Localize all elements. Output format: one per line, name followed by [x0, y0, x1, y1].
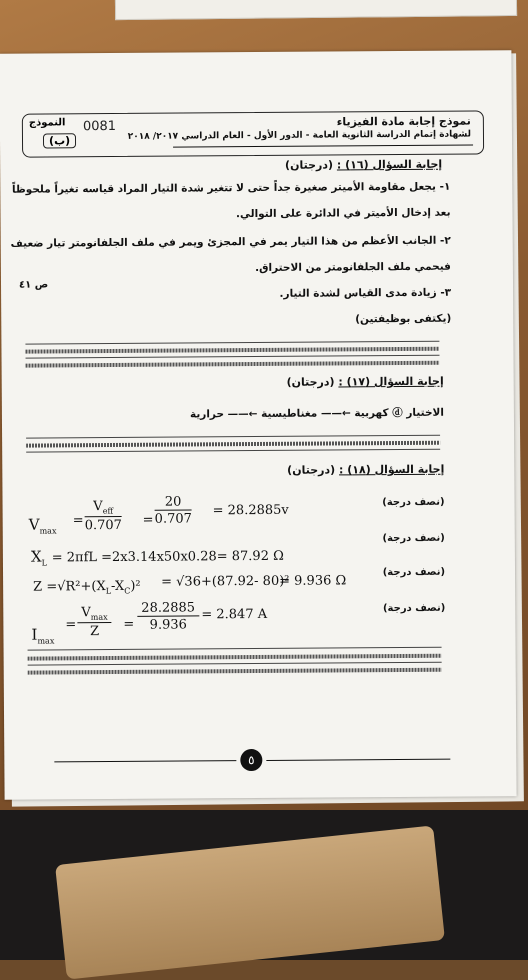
- eq3-substitution: = √36+(87.92- 80)²: [161, 573, 290, 590]
- q16-line-1: ١- يجعل مقاومة الأميتر صغيرة جداً حتى لا تتغير شدة التيار المراد قياسه تغيراً ملحوظاً: [11, 180, 451, 196]
- header-code: 0081: [82, 118, 117, 135]
- eq4-fraction-1: $V_{max}$ Z: [77, 605, 111, 639]
- separator-hatch: [26, 361, 440, 368]
- separator: [26, 355, 440, 359]
- footer-line-right: [266, 759, 450, 761]
- q16-line-4: فيحمي ملف الجلفانومتر من الاحتراق.: [255, 260, 451, 275]
- q16-heading: [285, 158, 442, 172]
- header-subtitle: لشهادة إتمام الدراسة الثانوية العامة - الدور الأول - العام الدراسي ٢٠١٧/ ٢٠١٨: [127, 129, 472, 142]
- header-title: نموذج إجابة مادة الفيزياء: [336, 114, 471, 129]
- model-label: النموذج: [28, 117, 66, 129]
- q16-line-6: (يكتفى بوظيفتين): [355, 312, 452, 326]
- answer-sheet: نموذج إجابة مادة الفيزياء لشهادة إتمام الدراسة الثانوية العامة - الدور الأول - العام الدراسي ٢٠١٧/ ٢٠١٨ 0081 النموذج (ب) إجابة السؤال (١٦) : (درجتان) ١- يجعل مقاومة الأميتر صغيرة جداً حتى لا تتغير شدة التيار المراد قياسه تغيراً ملحوظاً بعد إدخال الأميتر في الدائرة على التوالي. ٢- الجانب الأعظم من هذا التيار يمر في المجزئ ويمر في ملف الجلفانومتر تيار ضعيف فيحمي ملف الجلفانومتر من الاحتراق. ص ٤١ ٣- زيادة مدى القياس لشدة التيار. (يكتفى بوظيفتين) إجابة السؤال (١٧) : (درجتان) الاختيار ⓓ كهربية ←—— مغناطيسية ←—— حرارية إجابة السؤال (١٨) : (درجتان) $V_{max}$ = $V_{eff}$ 0.707 = $\frac{20}{0.707}$ = 28.2885v (نصف درجة) $X_L = 2\pi fL =2x3.14x50x0.28= 87.92$ Ω (نصف درجة) $Z =√R^2+(X_L-X_C)^2$ = √36+(87.92- 80)² = 9.936 Ω (نصف درجة) $I_{max}$ = $V_{max}$ Z = $\frac{28.2885}{9.936}$ = 2.847 A (نصف درجة) ٥: [0, 50, 517, 800]
- eq2-expression: $X_L = 2\pi fL =2x3.14x50x0.28= 87.92$ Ω: [30, 547, 284, 568]
- separator-hatch: [25, 347, 439, 354]
- separator: [28, 647, 442, 651]
- eq1-result: = 28.2885v: [212, 502, 289, 519]
- q18-title: إجابة السؤال (١٨) :: [338, 462, 445, 477]
- q18-marks: (درجتان): [287, 463, 336, 477]
- q16-line-3: ٢- الجانب الأعظم من هذا التيار يمر في المجزئ ويمر في ملف الجلفانومتر تيار ضعيف: [10, 234, 451, 250]
- q18-heading: [287, 463, 444, 477]
- eq4-lhs: $I_{max}$: [31, 625, 55, 646]
- eq1-fraction-1: $V_{eff}$ 0.707: [84, 499, 122, 533]
- q16-page-ref: ص ٤١: [18, 279, 49, 291]
- q16-title: إجابة السؤال (١٦) :: [336, 157, 443, 172]
- eq2-mark: (نصف درجة): [382, 532, 445, 545]
- footer-line-left: [54, 760, 236, 762]
- model-value: (ب): [43, 133, 76, 148]
- eq4-mark: (نصف درجة): [382, 602, 446, 615]
- q17-answer: الاختيار ⓓ كهربية ←—— مغناطيسية ←—— حرارية: [189, 406, 444, 421]
- separator-hatch: [28, 654, 442, 661]
- q17-heading: [287, 375, 444, 389]
- eq4-result: = 2.847 A: [201, 606, 268, 623]
- page-number: ٥: [240, 749, 262, 771]
- q17-title: إجابة السؤال (١٧) :: [338, 374, 444, 389]
- eq1-mark: (نصف درجة): [382, 496, 445, 509]
- q16-line-5: ٣- زيادة مدى القياس لشدة التيار.: [279, 286, 452, 300]
- eq3-mark: (نصف درجة): [382, 566, 446, 579]
- separator-hatch: [26, 441, 440, 448]
- eq3-result: = 9.936 Ω: [279, 573, 347, 589]
- separator-hatch: [28, 668, 442, 675]
- eq1-fraction-2: $\frac{20}{0.707}$: [154, 494, 192, 527]
- eq3-expression: $Z =√R^2+(X_L-X_C)^2$: [33, 578, 141, 596]
- q17-marks: (درجتان): [286, 375, 335, 389]
- eq1-lhs: $V_{max}$: [28, 515, 57, 536]
- separator: [28, 662, 442, 666]
- eq4-fraction-2: $\frac{28.2885}{9.936}$: [137, 600, 199, 632]
- q16-line-2: بعد إدخال الأميتر في الدائرة على التوالي.: [235, 206, 451, 221]
- separator: [26, 449, 440, 453]
- separator: [25, 341, 439, 345]
- header-underline: [173, 144, 473, 147]
- header-box: [22, 110, 484, 157]
- separator: [26, 435, 440, 439]
- q16-marks: (درجتان): [284, 158, 334, 172]
